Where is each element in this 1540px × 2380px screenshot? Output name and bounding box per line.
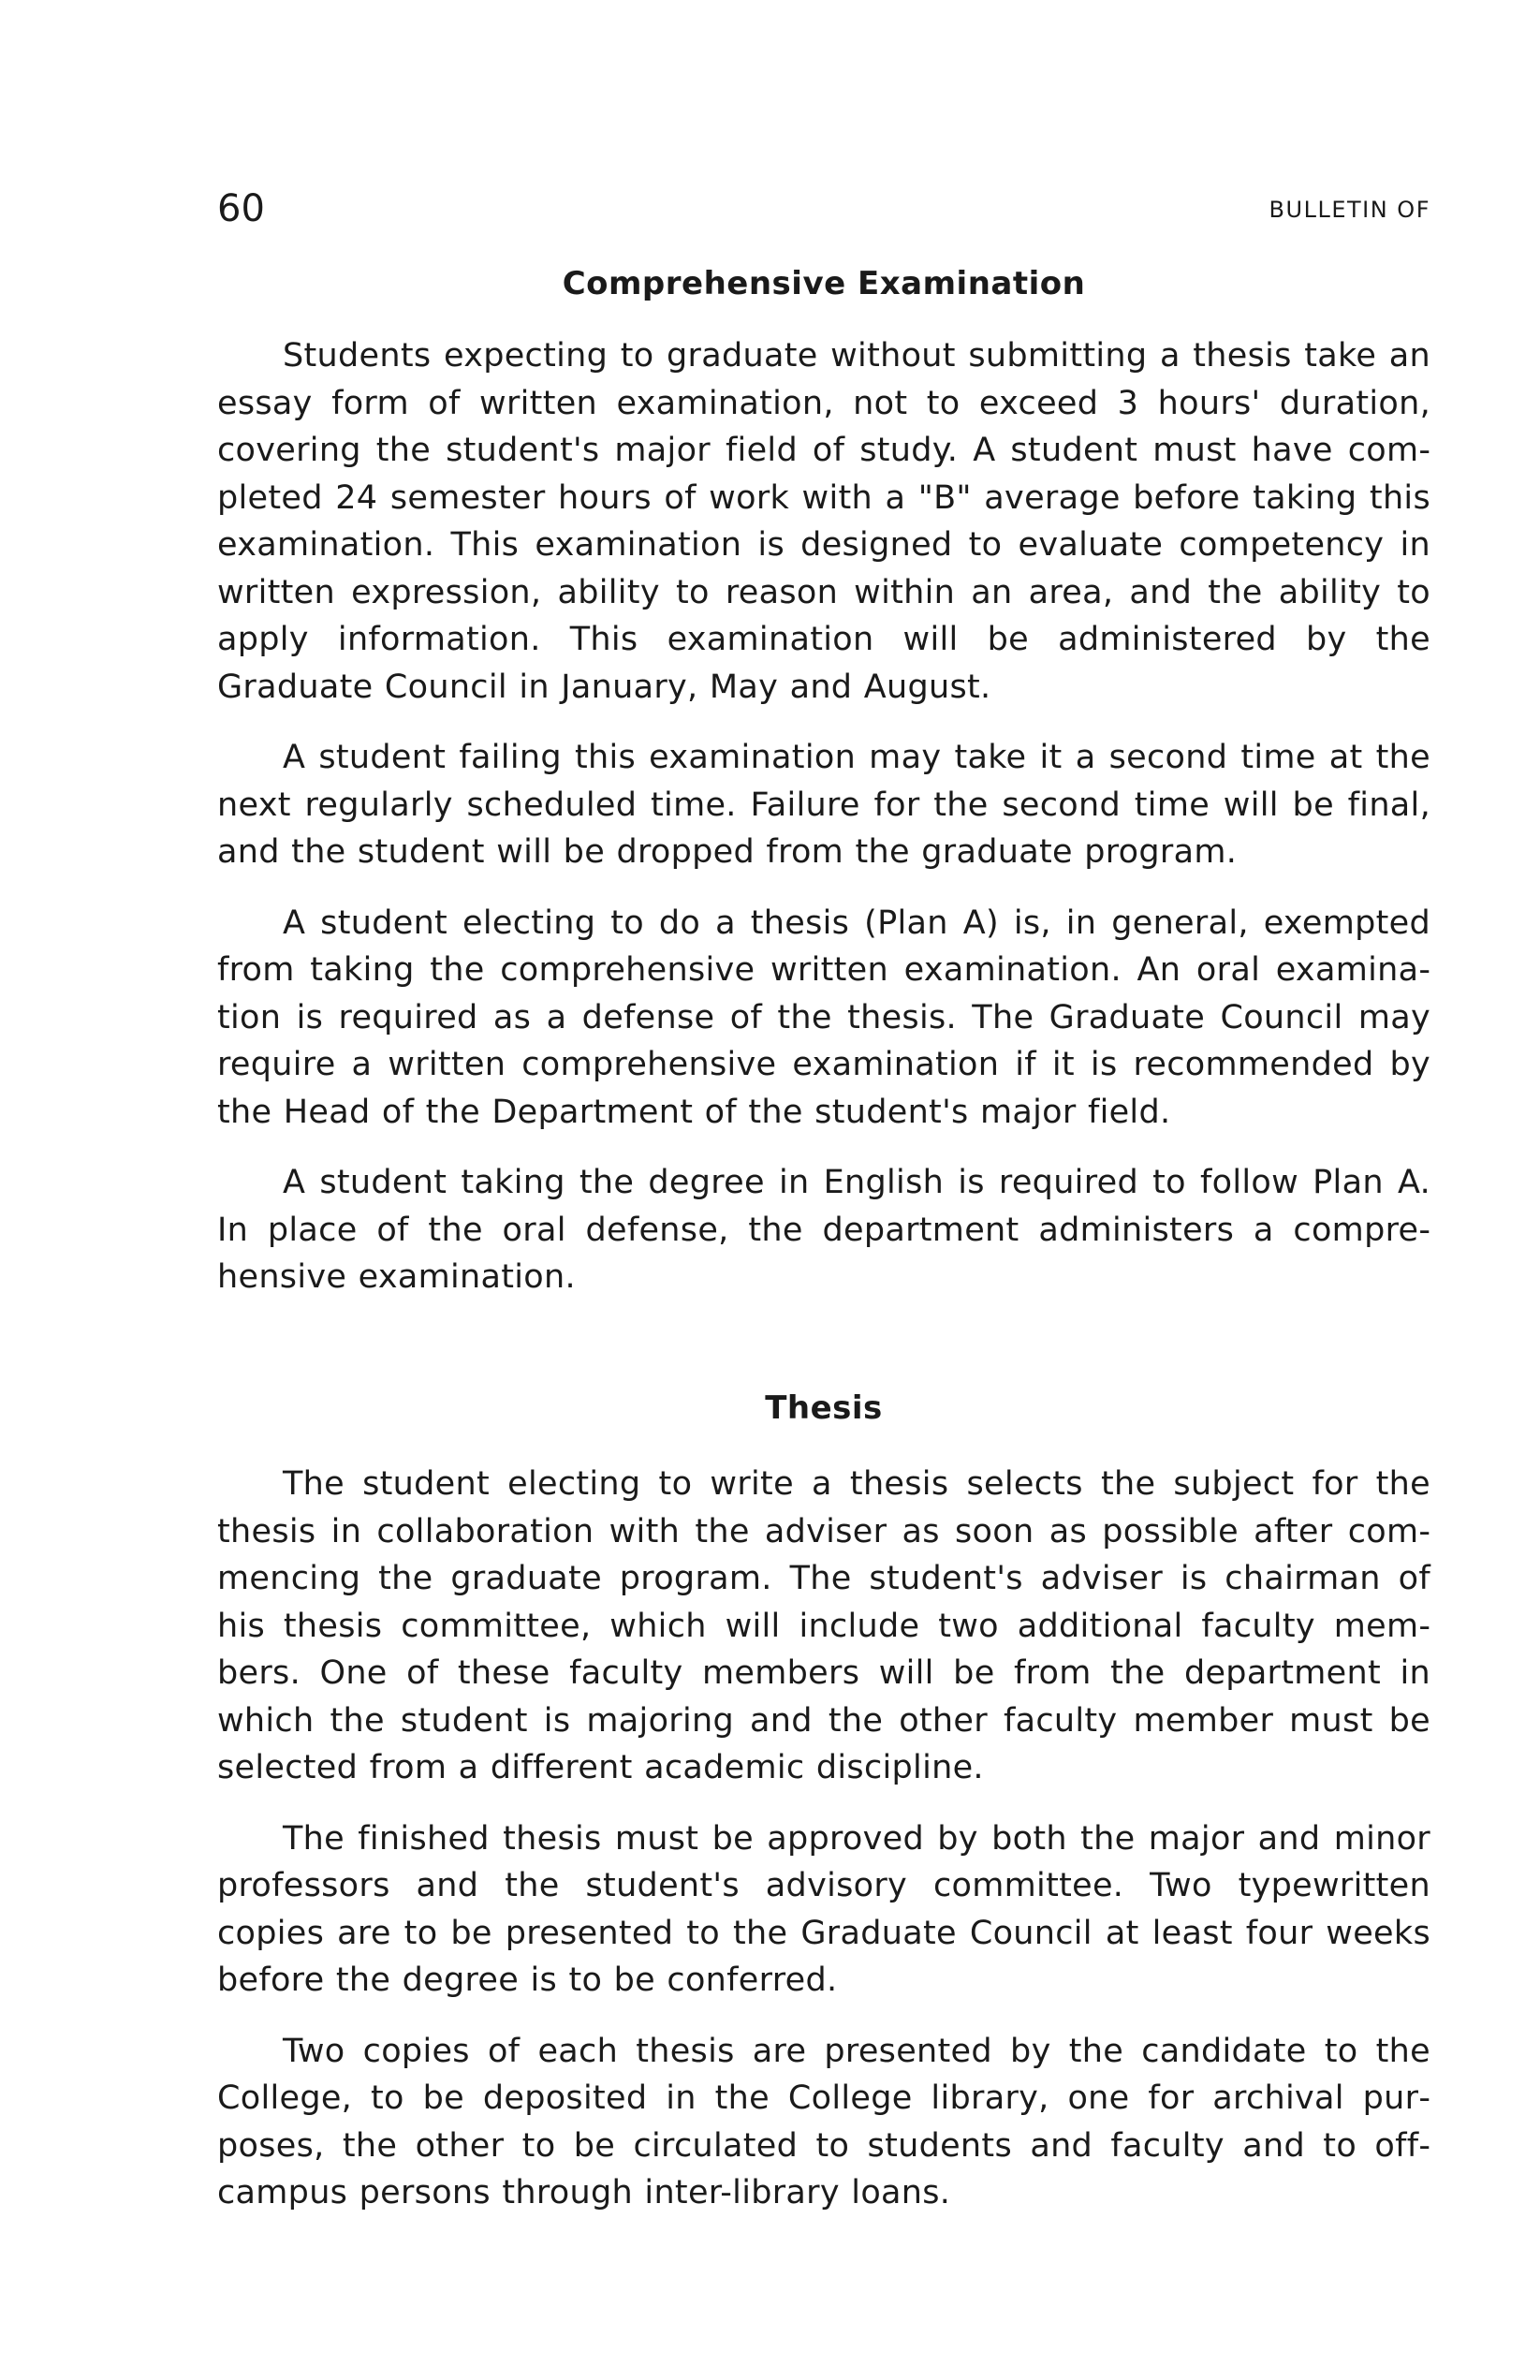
page-number: 60 [217,187,265,230]
running-title: BULLETIN OF [1269,197,1430,223]
section-body-thesis [217,1461,1430,2240]
section-heading-thesis: Thesis [765,1389,883,1427]
paragraph: The student electing to write a thesis selects the subject for the thesis in collaboration with the adviser as soon as possible after commencing the graduate program. The student's adviser is chairman of his thesis committee, which will include two additional faculty members. One of these faculty members will be from the department in which the student is majoring and the other faculty member must be selected from a different academic discipline. [217,1465,1430,1786]
paragraph: A student electing to do a thesis (Plan A) is, in general, exempted from taking the comprehensive written examination. An oral examination is required as a defense of the thesis. The Graduate Council may require a written comprehensive examination if it is recommended by the Head of the Department of the student's major field. [217,904,1430,1131]
section-body-comprehensive-examination [217,332,1430,1325]
running-head [217,185,1430,232]
section-heading-comprehensive-examination: Comprehensive Examination [562,265,1086,302]
paragraph: A student failing this examination may take it a second time at the next regularly scheduled time. Failure for the second time will be final, and the student will be dropped from the graduate program. [217,739,1430,871]
paragraph: Two copies of each thesis are presented by the candidate to the College, to be deposited in the College library, one for archival purposes, the other to be circulated to students and faculty and to offcampus persons through inter-library loans. [217,2032,1430,2211]
paragraph: Students expecting to graduate without submitting a thesis take an essay form of written examination, not to exceed 3 hours' duration, covering the student's major field of study. A student must have completed 24 semester hours of work with a "B" average before taking this examination. This examination is designed to evaluate competency in written expression, ability to reason within an area, and the ability to apply information. This examination will be administered by the Graduate Council in January, May and August. [217,337,1430,706]
paragraph: The finished thesis must be approved by both the major and minor professors and the student's advisory committee. Two typewritten copies are to be presented to the Graduate Council at least four weeks before the degree is to be conferred. [217,1819,1430,1999]
paragraph: A student taking the degree in English is required to follow Plan A. In place of the oral defense, the department administers a comprehensive examination. [217,1164,1430,1296]
